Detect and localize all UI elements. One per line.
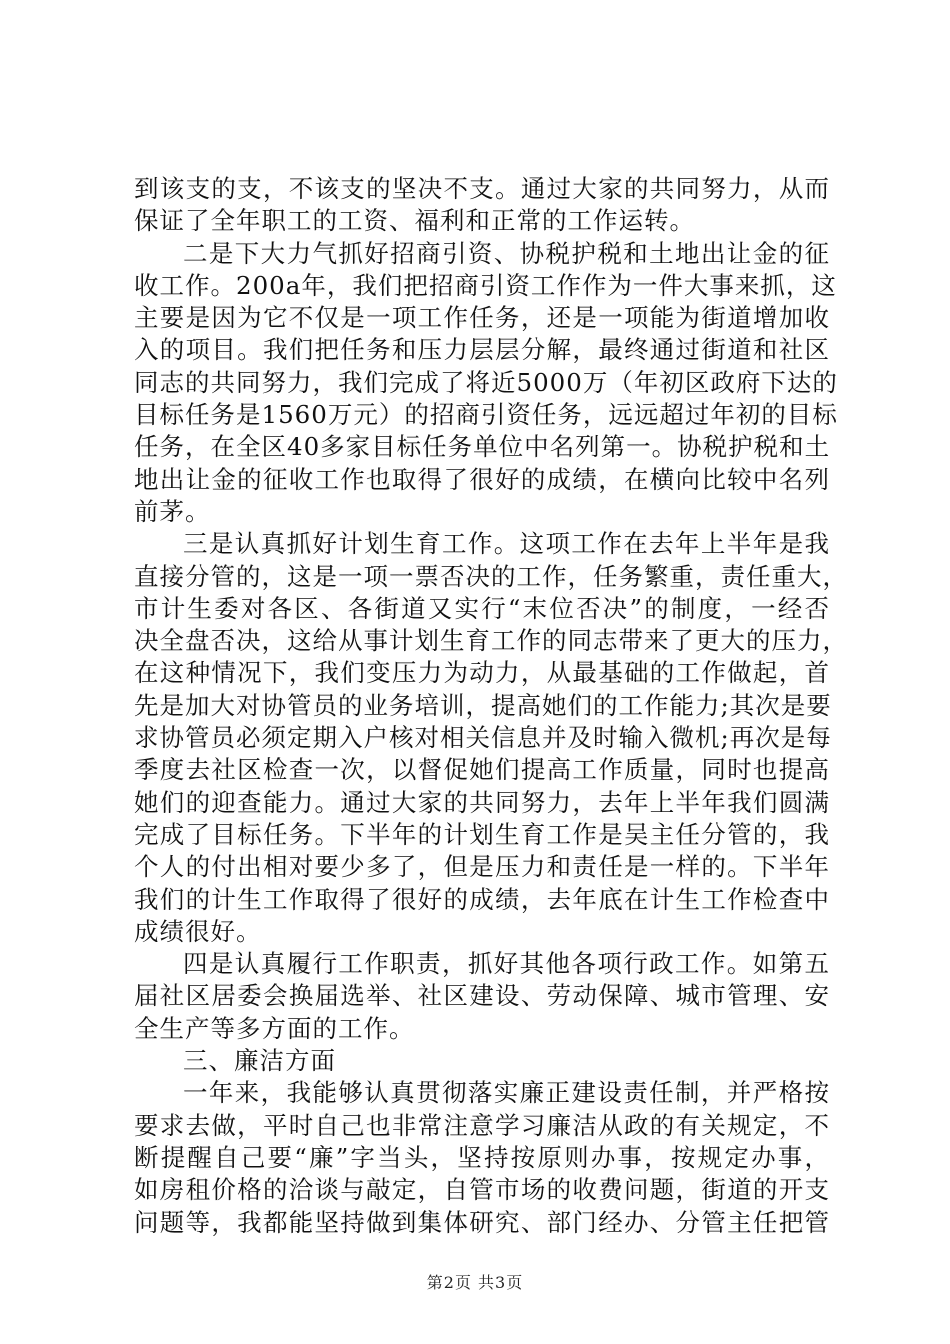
- text-line: 主要是因为它不仅是一项工作任务，还是一项能为街道增加收: [134, 303, 830, 333]
- text-line: 全生产等多方面的工作。: [134, 1013, 415, 1043]
- text-line: 先是加大对协管员的业务培训，提高她们的工作能力;其次是要: [134, 690, 832, 720]
- text-line: 求协管员必须定期入户核对相关信息并及时输入微机;再次是每: [134, 723, 832, 753]
- text-line: 地出让金的征收工作也取得了很好的成绩，在横向比较中名列: [134, 464, 830, 494]
- text-line: 保证了全年职工的工资、福利和正常的工作运转。: [134, 206, 695, 236]
- text-line: 完成了目标任务。下半年的计划生育工作是吴主任分管的，我: [134, 819, 830, 849]
- text-line: 市计生委对各区、各街道又实行“末位否决”的制度，一经否: [134, 593, 830, 623]
- text-line: 断提醒自己要“廉”字当头，坚持按原则办事，按规定办事，: [134, 1142, 830, 1172]
- text-line: 问题等，我都能坚持做到集体研究、部门经办、分管主任把管: [134, 1207, 830, 1237]
- paragraph-start-line: 四是认真履行工作职责，抓好其他各项行政工作。如第五: [183, 949, 830, 979]
- text-line: 任务，在全区40多家目标任务单位中名列第一。协税护税和土: [134, 432, 831, 462]
- document-body: [134, 173, 848, 1239]
- section-heading: 三、廉洁方面: [183, 1046, 336, 1076]
- text-line: 我们的计生工作取得了很好的成绩，去年底在计生工作检查中: [134, 884, 830, 914]
- page-footer: [0, 1270, 950, 1293]
- text-line: 前茅。: [134, 496, 211, 526]
- text-line: 收工作。200a年，我们把招商引资工作作为一件大事来抓，这: [134, 270, 837, 300]
- text-line: 同志的共同努力，我们完成了将近5000万（年初区政府下达的: [134, 367, 838, 397]
- text-line: 目标任务是1560万元）的招商引资任务，远远超过年初的目标: [134, 400, 838, 430]
- text-line: 成绩很好。: [134, 916, 262, 946]
- text-line: 她们的迎查能力。通过大家的共同努力，去年上半年我们圆满: [134, 787, 830, 817]
- text-line: 要求去做，平时自己也非常注意学习廉洁从政的有关规定，不: [134, 1110, 830, 1140]
- text-line: 如房租价格的洽谈与敲定，自管市场的收费问题，街道的开支: [134, 1175, 830, 1205]
- text-line: 入的项目。我们把任务和压力层层分解，最终通过街道和社区: [134, 335, 830, 365]
- page-number: 第2页 共3页: [426, 1273, 524, 1292]
- text-line: 直接分管的，这是一项一票否决的工作，任务繁重，责任重大，: [134, 561, 848, 591]
- text-line: 季度去社区检查一次，以督促她们提高工作质量，同时也提高: [134, 755, 830, 785]
- paragraph-start-line: 三是认真抓好计划生育工作。这项工作在去年上半年是我: [183, 529, 830, 559]
- paragraph-start-line: 一年来，我能够认真贯彻落实廉正建设责任制，并严格按: [183, 1078, 830, 1108]
- text-line: 决全盘否决，这给从事计划生育工作的同志带来了更大的压力，: [134, 626, 848, 656]
- text-line: 个人的付出相对要少多了，但是压力和责任是一样的。下半年: [134, 852, 830, 882]
- text-line: 到该支的支，不该支的坚决不支。通过大家的共同努力，从而: [134, 174, 830, 203]
- text-line: 在这种情况下，我们变压力为动力，从最基础的工作做起，首: [134, 658, 830, 688]
- text-line: 届社区居委会换届选举、社区建设、劳动保障、城市管理、安: [134, 981, 830, 1011]
- paragraph-start-line: 二是下大力气抓好招商引资、协税护税和土地出让金的征: [183, 238, 830, 268]
